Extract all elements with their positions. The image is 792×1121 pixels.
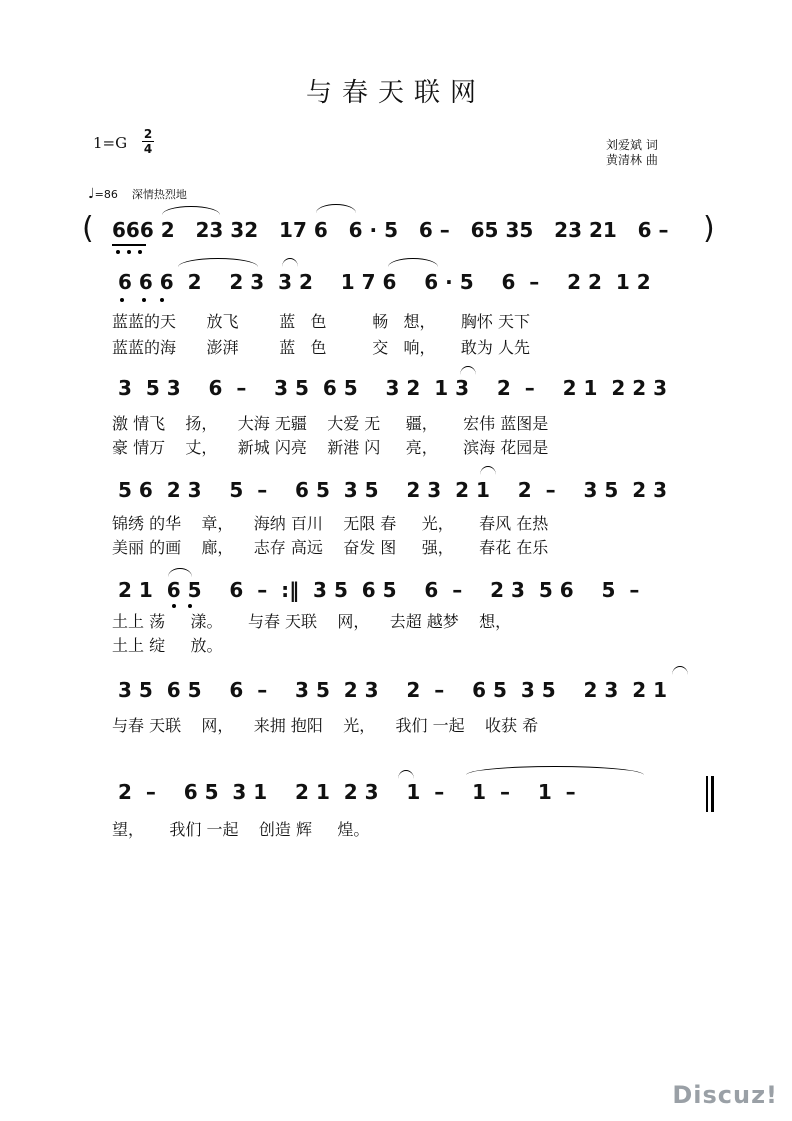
lyrics-verse-1-line-1: 蓝蓝的天 放飞 蓝 色 畅 想， 胸怀 天下 <box>112 312 531 331</box>
notes-system-2: 6 6 6 2 2 3 3 2 1 7 6 6 · 5 6 – 2 2 1 2 <box>118 270 651 294</box>
slur <box>466 766 644 775</box>
low-dot <box>142 298 146 302</box>
lyrics-verse-1-line-4: 土上 荡 漾。 与春 天联 网， 去超 越梦 想， <box>112 612 512 631</box>
open-paren-icon: ( <box>82 211 94 246</box>
underline <box>112 244 146 246</box>
low-dot <box>160 298 164 302</box>
quarter-note-icon: ♩ <box>88 186 95 202</box>
lyrics-verse-2-line-2: 豪 情万 丈， 新城 闪亮 新港 闪 亮， 滨海 花园是 <box>112 438 549 457</box>
lyricist: 刘爱斌 词 <box>606 138 658 152</box>
notes-system-7: 2 – 6 5 3 1 2 1 2 3 1 – 1 – 1 – <box>118 780 576 804</box>
notes-system-4: 5 6 2 3 5 – 6 5 3 5 2 3 2 1 2 – 3 5 2 3 <box>118 478 668 502</box>
slur <box>282 258 298 267</box>
lyrics-line-6: 望， 我们 一起 创造 辉 煌。 <box>112 820 370 839</box>
key-signature: 1=G <box>93 134 128 152</box>
lyrics-line-5: 与春 天联 网， 来拥 抱阳 光， 我们 一起 收获 希 <box>112 716 539 735</box>
slur <box>672 666 688 675</box>
slur <box>178 258 258 267</box>
notes-system-3: 3 5 3 6 – 3 5 6 5 3 2 1 3 2 – 2 1 2 2 3 <box>118 376 668 400</box>
low-dot <box>188 604 192 608</box>
lyrics-verse-2-line-4: 土上 绽 放。 <box>112 636 223 655</box>
low-dot <box>116 250 120 254</box>
composer: 黄清林 曲 <box>606 153 658 167</box>
credits <box>606 138 658 168</box>
time-signature-bottom: 4 <box>143 142 153 156</box>
tempo-marking <box>88 186 187 202</box>
song-title: 与春天联网 <box>305 78 486 108</box>
notes-system-5: 2 1 6 5 6 – :‖ 3 5 6 5 6 – 2 3 5 6 5 – <box>118 578 640 602</box>
expression-marking: 深情热烈地 <box>131 188 187 201</box>
lyrics-verse-2-line-1: 蓝蓝的海 澎湃 蓝 色 交 响， 敢为 人先 <box>112 338 531 357</box>
notes-system-6: 3 5 6 5 6 – 3 5 2 3 2 – 6 5 3 5 2 3 2 1 <box>118 678 668 702</box>
slur <box>480 466 496 475</box>
final-barline-thin <box>706 776 708 812</box>
time-signature <box>142 128 154 155</box>
notes-system-1: 666 2 23 32 17 6 6 · 5 6 – 65 35 23 21 6 – <box>112 218 669 242</box>
watermark-logo: Discuz! <box>672 1081 778 1109</box>
lyrics-verse-1-line-2: 激 情飞 扬， 大海 无疆 大爱 无 疆， 宏伟 蓝图是 <box>112 414 549 433</box>
close-paren-icon: ) <box>703 211 715 246</box>
slur <box>316 204 356 213</box>
low-dot <box>172 604 176 608</box>
lyrics-verse-2-line-3: 美丽 的画 廊， 志存 高远 奋发 图 强， 春花 在乐 <box>112 538 549 557</box>
low-dot <box>120 298 124 302</box>
slur <box>388 258 438 267</box>
slur <box>162 206 220 215</box>
tempo-value: =86 <box>94 188 118 201</box>
low-dot <box>127 250 131 254</box>
lyrics-verse-1-line-3: 锦绣 的华 章， 海纳 百川 无限 春 光， 春风 在热 <box>112 514 549 533</box>
low-dot <box>138 250 142 254</box>
time-signature-top: 2 <box>143 127 153 141</box>
slur <box>398 770 414 779</box>
slur <box>168 568 192 577</box>
slur <box>460 366 476 375</box>
final-barline-thick <box>711 776 714 812</box>
